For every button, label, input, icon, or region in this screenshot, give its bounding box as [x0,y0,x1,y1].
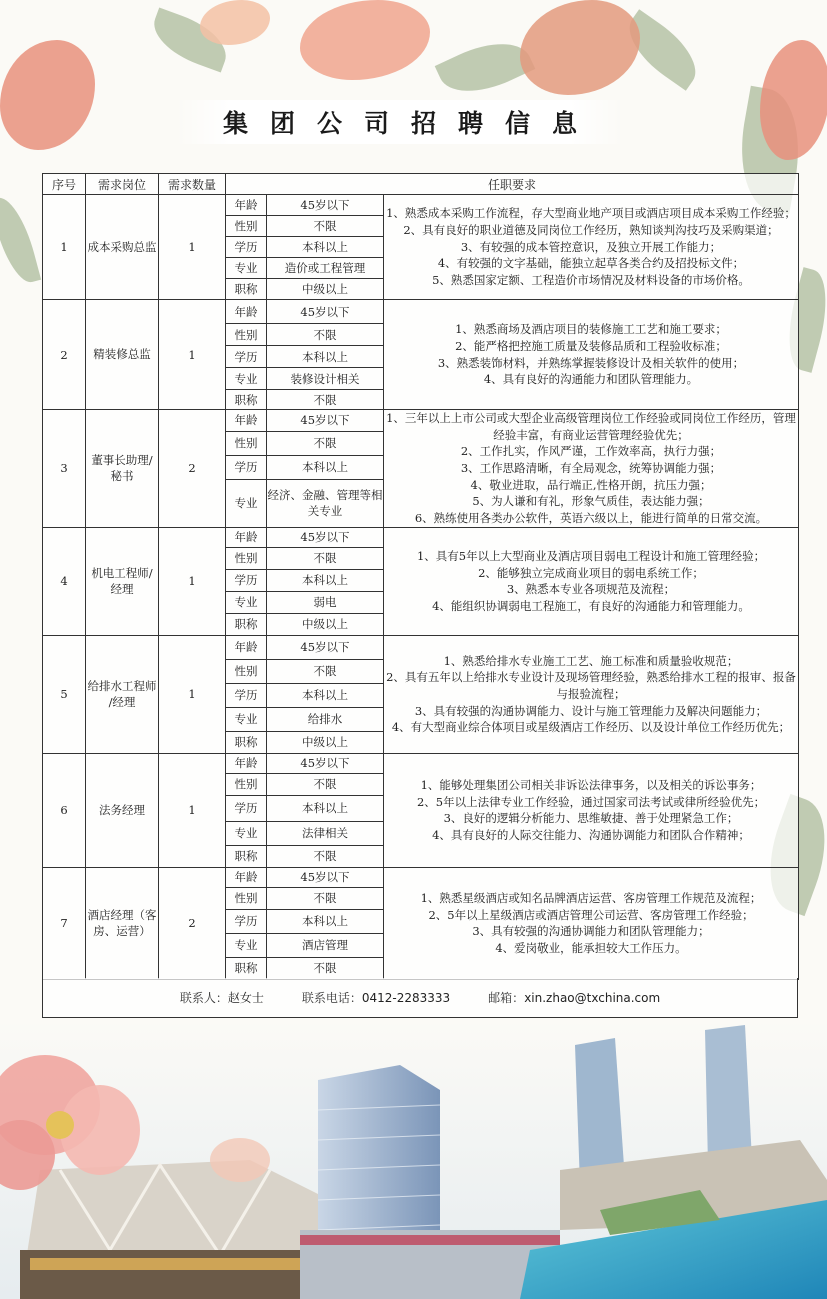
attribute-label: 学历 [226,346,267,368]
requirement-item: 3、有较强的成本管控意识，及独立开展工作能力； [460,239,722,254]
contact-email-value: xin.zhao@txchina.com [524,991,661,1005]
attribute-value: 本科以上 [267,346,384,368]
header-no: 序号 [43,174,86,195]
requirement-item: 4、具有良好的沟通能力和团队管理能力。 [483,372,699,387]
table-header-row [43,174,799,195]
job-number: 7 [43,867,86,979]
title-banner [176,100,624,144]
attribute-label: 职称 [226,957,267,979]
contact-person [180,989,264,1006]
attribute-value: 弱电 [267,591,384,613]
attribute-value: 不限 [267,887,384,909]
attribute-label: 职称 [226,390,267,410]
attribute-label: 性别 [226,216,267,237]
requirement-item: 5、为人谦和有礼，形象气质佳，表达能力强； [472,494,710,509]
attribute-label: 性别 [226,887,267,909]
attribute-value: 中级以上 [267,731,384,753]
attribute-value: 造价或工程管理 [267,258,384,279]
attribute-label: 学历 [226,795,267,821]
attribute-value: 45岁以下 [267,300,384,324]
requirement-item: 1、熟悉商场及酒店项目的装修施工工艺和施工要求； [455,322,727,337]
table-row [43,635,799,659]
job-position: 酒店经理（客房、运营） [86,867,159,979]
attribute-label: 年龄 [226,300,267,324]
attribute-label: 性别 [226,547,267,569]
attribute-label: 专业 [226,933,267,957]
requirement-item: 2、5年以上法律专业工作经验，通过国家司法考试或律所经验优先； [416,794,766,809]
attribute-label: 性别 [226,431,267,455]
job-count: 2 [159,410,226,528]
header-position: 需求岗位 [86,174,159,195]
attribute-label: 年龄 [226,753,267,773]
requirement-item: 1、熟悉成本采购工作流程，存大型商业地产项目或酒店项目成本采购工作经验； [386,206,796,221]
attribute-value: 法律相关 [267,821,384,845]
contact-person-value: 赵女士 [227,991,264,1005]
table-row [43,527,799,547]
attribute-label: 年龄 [226,195,267,216]
table-row [43,300,799,324]
attribute-value: 不限 [267,659,384,683]
table-body [43,195,799,980]
requirement-item: 4、具有良好的人际交往能力、沟通协调能力和团队合作精神； [432,827,750,842]
attribute-value: 不限 [267,957,384,979]
table-row [43,195,799,216]
requirement-item: 6、熟练使用各类办公软件，英语六级以上，能进行简单的日常交流。 [414,511,768,526]
requirement-item: 2、能够独立完成商业项目的弱电系统工作； [478,565,704,580]
job-requirements [384,527,799,635]
contact-email [488,989,660,1006]
attribute-label: 学历 [226,909,267,933]
attribute-value: 本科以上 [267,795,384,821]
attribute-label: 专业 [226,591,267,613]
job-number: 2 [43,300,86,410]
attribute-value: 45岁以下 [267,195,384,216]
requirement-item: 4、有较强的文字基础，能独立起草各类合约及招投标文件； [437,256,745,271]
job-requirements [384,410,799,528]
table-row [43,867,799,887]
attribute-label: 年龄 [226,410,267,432]
table-row [43,753,799,773]
contact-phone-value: 0412-2283333 [361,991,451,1005]
job-position: 董事长助理/秘书 [86,410,159,528]
attribute-value: 不限 [267,390,384,410]
requirement-item: 3、具有较强的沟通协调能力、设计与施工管理能力及解决问题能力； [414,703,768,718]
building-illustration [0,1020,827,1299]
attribute-value: 不限 [267,216,384,237]
attribute-value: 本科以上 [267,683,384,707]
attribute-label: 专业 [226,821,267,845]
attribute-label: 性别 [226,773,267,795]
attribute-value: 本科以上 [267,455,384,479]
job-count: 1 [159,753,226,867]
attribute-label: 性别 [226,659,267,683]
attribute-label: 专业 [226,479,267,527]
attribute-label: 学历 [226,683,267,707]
attribute-value: 装修设计相关 [267,368,384,390]
top-floral-decoration [0,0,827,175]
job-position: 机电工程师/经理 [86,527,159,635]
job-count: 1 [159,195,226,300]
attribute-label: 专业 [226,368,267,390]
requirement-item: 2、5年以上星级酒店或酒店管理公司运营、客房管理工作经验； [428,907,754,922]
attribute-value: 不限 [267,845,384,867]
attribute-value: 酒店管理 [267,933,384,957]
requirement-item: 1、能够处理集团公司相关非诉讼法律事务，以及相关的诉讼事务； [420,777,762,792]
requirement-item: 1、熟悉星级酒店或知名品牌酒店运营、客房管理工作规范及流程； [420,890,762,905]
job-number: 5 [43,635,86,753]
attribute-label: 职称 [226,613,267,635]
contact-email-label: 邮箱： [488,991,525,1005]
attribute-label: 性别 [226,324,267,346]
requirement-item: 4、有大型商业综合体项目或星级酒店工作经历、以及设计单位工作经历优先； [391,720,791,735]
requirement-item: 2、能严格把控施工质量及装修品质和工程验收标准； [455,338,727,353]
attribute-label: 职称 [226,731,267,753]
requirement-item: 4、敬业进取，品行端正,性格开朗，抗压力强； [470,477,712,492]
attribute-label: 职称 [226,279,267,300]
requirement-item: 2、具有良好的职业道德及同岗位工作经历，熟知谈判沟技巧及采购渠道； [403,222,779,237]
job-position: 精装修总监 [86,300,159,410]
attribute-value: 不限 [267,324,384,346]
job-number: 3 [43,410,86,528]
attribute-value: 中级以上 [267,613,384,635]
page-title: 集团公司招聘信息 [222,109,599,138]
job-position: 法务经理 [86,753,159,867]
attribute-value: 45岁以下 [267,867,384,887]
contact-footer [42,978,798,1018]
requirement-item: 5、熟悉国家定额、工程造价市场情况及材料设备的市场价格。 [432,273,750,287]
job-count: 1 [159,527,226,635]
attribute-value: 45岁以下 [267,635,384,659]
attribute-value: 45岁以下 [267,527,384,547]
attribute-value: 本科以上 [267,237,384,258]
attribute-value: 本科以上 [267,909,384,933]
header-count: 需求数量 [159,174,226,195]
requirement-item: 4、爱岗敬业，能承担较大工作压力。 [495,940,687,955]
attribute-label: 年龄 [226,527,267,547]
requirement-item: 4、能组织协调弱电工程施工，有良好的沟通能力和管理能力。 [432,598,750,613]
attribute-label: 学历 [226,455,267,479]
job-count: 1 [159,635,226,753]
attribute-value: 经济、金融、管理等相关专业 [267,479,384,527]
attribute-value: 不限 [267,547,384,569]
job-requirements [384,753,799,867]
job-requirements [384,195,799,300]
attribute-value: 中级以上 [267,279,384,300]
contact-phone-label: 联系电话： [301,991,362,1005]
attribute-label: 职称 [226,845,267,867]
attribute-value: 本科以上 [267,569,384,591]
requirement-item: 3、熟悉本专业各项规范及流程； [506,582,676,597]
requirement-item: 3、具有较强的沟通协调能力和团队管理能力； [472,924,710,939]
job-position: 成本采购总监 [86,195,159,300]
requirement-item: 1、三年以上上市公司或大型企业高级管理岗位工作经验或同岗位工作经历，管理经验丰富，有商业运营管理经验优先； [386,411,796,442]
attribute-label: 专业 [226,707,267,731]
job-position: 给排水工程师 /经理 [86,635,159,753]
requirement-item: 3、工作思路清晰，有全局观念，统筹协调能力强； [460,461,722,476]
job-requirements [384,635,799,753]
job-number: 1 [43,195,86,300]
attribute-value: 给排水 [267,707,384,731]
job-requirements [384,867,799,979]
attribute-label: 专业 [226,258,267,279]
job-count: 1 [159,300,226,410]
requirement-item: 2、具有五年以上给排水专业设计及现场管理经验，熟悉给排水工程的报审、报备与报验流程； [386,670,796,701]
requirement-item: 3、熟悉装饰材料，并熟练掌握装修设计及相关软件的使用； [437,355,745,370]
attribute-value: 不限 [267,431,384,455]
requirement-item: 2、工作扎实，作风严谨，工作效率高，执行力强； [460,444,722,459]
job-count: 2 [159,867,226,979]
recruitment-table [42,173,799,980]
job-requirements [384,300,799,410]
table-row [43,410,799,432]
header-requirements: 任职要求 [226,174,799,195]
attribute-value: 45岁以下 [267,410,384,432]
attribute-value: 45岁以下 [267,753,384,773]
requirement-item: 1、熟悉给排水专业施工工艺、施工标准和质量验收规范； [443,653,739,668]
contact-phone [302,989,450,1006]
requirement-item: 1、具有5年以上大型商业及酒店项目弱电工程设计和施工管理经验； [416,548,766,563]
attribute-label: 年龄 [226,867,267,887]
requirement-item: 3、良好的逻辑分析能力、思维敏捷、善于处理紧急工作； [443,811,739,826]
job-number: 6 [43,753,86,867]
contact-person-label: 联系人： [179,991,228,1005]
attribute-label: 学历 [226,237,267,258]
job-number: 4 [43,527,86,635]
attribute-label: 学历 [226,569,267,591]
attribute-value: 不限 [267,773,384,795]
attribute-label: 年龄 [226,635,267,659]
